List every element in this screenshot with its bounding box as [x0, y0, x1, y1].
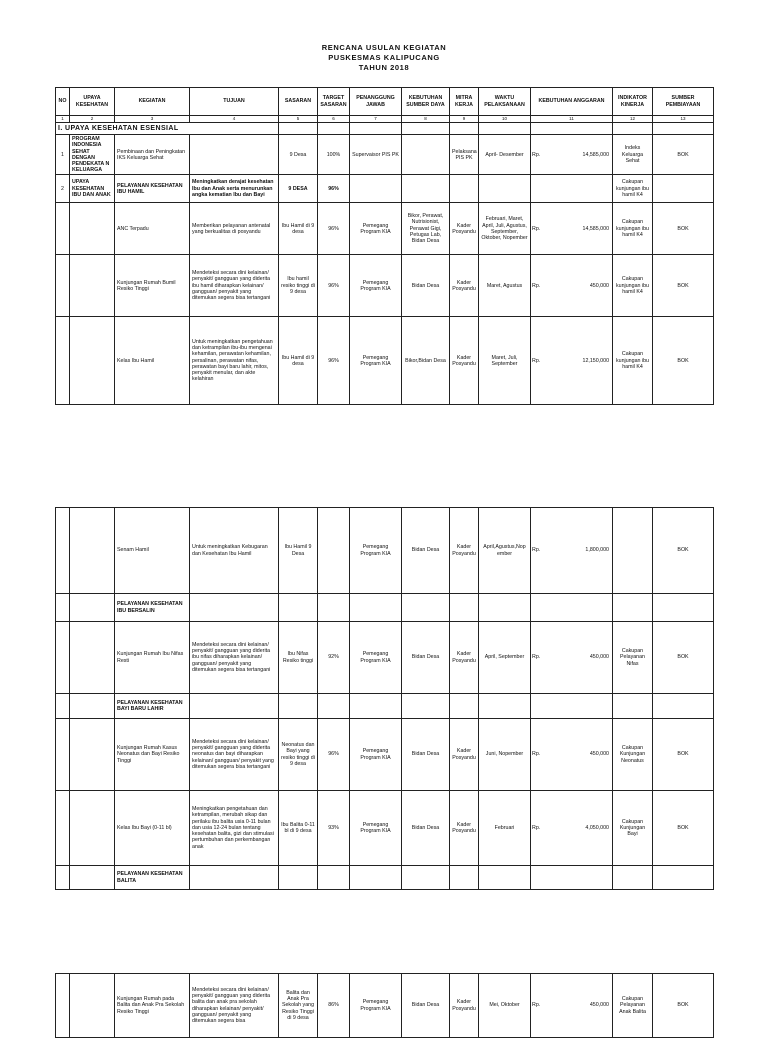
subheading-cell: PELAYANAN KESEHATAN IBU BERSALIN	[115, 594, 190, 622]
penanggung-jawab-cell: Pemegang Program KIA	[350, 255, 402, 317]
col-header: TUJUAN	[190, 88, 279, 116]
target-cell: 96%	[318, 175, 350, 203]
target-cell	[318, 508, 350, 594]
sumber-daya-cell: Bidan Desa	[402, 508, 450, 594]
sumber-biaya-cell	[653, 175, 714, 203]
upaya-cell	[70, 508, 115, 594]
mitra-cell: Kader Posyandu	[450, 203, 479, 255]
waktu-cell: Maret, Juli, September	[479, 317, 531, 405]
sumber-daya-cell: Bidan Desa	[402, 255, 450, 317]
target-cell: 96%	[318, 203, 350, 255]
target-cell: 96%	[318, 317, 350, 405]
table-cell	[450, 866, 479, 890]
table-cell	[543, 594, 613, 622]
table-cell	[613, 694, 653, 719]
column-number-row	[56, 116, 714, 123]
upaya-cell	[70, 974, 115, 1038]
table-row	[56, 203, 714, 255]
target-cell: 96%	[318, 719, 350, 791]
sumber-daya-cell: Bidan Desa	[402, 719, 450, 791]
anggaran-cell: 1,800,000	[543, 508, 613, 594]
no-cell	[56, 255, 70, 317]
table-cell	[613, 594, 653, 622]
penanggung-jawab-cell: Pemegang Program KIA	[350, 317, 402, 405]
mitra-cell: Pelaksana PIS PK	[450, 135, 479, 175]
currency-cell: Rp.	[531, 622, 543, 694]
anggaran-cell: 12,150,000	[543, 317, 613, 405]
sasaran-cell: Ibu Hamil 9 Desa	[279, 508, 318, 594]
no-cell	[56, 594, 70, 622]
table-cell	[190, 866, 279, 890]
no-cell	[56, 622, 70, 694]
doc-title-line1: RENCANA USULAN KEGIATAN	[321, 43, 447, 52]
sasaran-cell: Ibu hamil resiko tinggi di 9 desa	[279, 255, 318, 317]
table-cell	[350, 694, 402, 719]
upaya-cell	[70, 317, 115, 405]
kegiatan-cell: Kelas Ibu Hamil	[115, 317, 190, 405]
target-cell: 93%	[318, 791, 350, 866]
col-number: 6	[318, 116, 350, 123]
table-cell	[543, 866, 613, 890]
table-cell	[450, 694, 479, 719]
table-cell	[653, 866, 714, 890]
kegiatan-cell: Senam Hamil	[115, 508, 190, 594]
col-number: 8	[402, 116, 450, 123]
col-header: KEGIATAN	[115, 88, 190, 116]
col-number: 7	[350, 116, 402, 123]
plan-table-page3	[55, 973, 714, 1038]
table-cell	[318, 594, 350, 622]
no-cell: 2	[56, 175, 70, 203]
indikator-cell: Cakupan kunjungan ibu hamil K4	[613, 203, 653, 255]
col-header: TARGET SASARAN	[318, 88, 350, 116]
no-cell	[56, 317, 70, 405]
sasaran-cell: Ibu Hamil di 9 desa	[279, 317, 318, 405]
upaya-cell	[70, 622, 115, 694]
sumber-biaya-cell: BOK	[653, 135, 714, 175]
col-number: 3	[115, 116, 190, 123]
currency-cell: Rp.	[531, 974, 543, 1038]
tujuan-cell: Mendeteksi secara dini kelainan/ penyakit/ gangguan yang diderita neonatus dan bayi diharapkan kelainan/ gangguan/ penyakit yang ditemukan segera bisa tertangani	[190, 719, 279, 791]
indikator-cell: Cakupan kunjungan ibu hamil K4	[613, 175, 653, 203]
upaya-cell	[70, 255, 115, 317]
currency-cell: Rp.	[531, 255, 543, 317]
upaya-cell	[70, 694, 115, 719]
indikator-cell: Cakupan Pelayanan Anak Balita	[613, 974, 653, 1038]
target-cell: 100%	[318, 135, 350, 175]
section-title: I. UPAYA KESEHATAN ESENSIAL	[56, 123, 279, 135]
kegiatan-cell: Pembinaan dan Peningkatan IKS Keluarga Sehat	[115, 135, 190, 175]
mitra-cell: Kader Posyandu	[450, 974, 479, 1038]
table-cell	[450, 594, 479, 622]
currency-cell: Rp.	[531, 791, 543, 866]
kegiatan-cell: Kunjungan Rumah pada Balita dan Anak Pra Sekolah Resiko Tinggi	[115, 974, 190, 1038]
col-number: 13	[653, 116, 714, 123]
table-cell	[479, 694, 531, 719]
plan-table-page1	[55, 87, 714, 405]
table-row	[56, 508, 714, 594]
doc-title-line3: TAHUN 2018	[358, 63, 410, 72]
col-number: 9	[450, 116, 479, 123]
table-header-row	[56, 88, 714, 116]
sumber-daya-cell: Bikor,Bidan Desa	[402, 317, 450, 405]
table-cell	[531, 866, 543, 890]
sumber-daya-cell: Bikor, Perawat, Nutrisionist, Perawat Gigi, Petugas Lab, Bidan Desa	[402, 203, 450, 255]
penanggung-jawab-cell: Supervaisor PIS PK	[350, 135, 402, 175]
table-row	[56, 974, 714, 1038]
indikator-cell: Cakupan kunjungan ibu hamil K4	[613, 255, 653, 317]
sumber-biaya-cell: BOK	[653, 317, 714, 405]
table-row	[56, 175, 714, 203]
sumber-daya-cell: Bidan Desa	[402, 791, 450, 866]
kegiatan-cell: PELAYANAN KESEHATAN IBU HAMIL	[115, 175, 190, 203]
mitra-cell: Kader Posyandu	[450, 622, 479, 694]
tujuan-cell: Mendeteksi secara dini kelainan/ penyakit/ gangguan yang diderita balita dan anak pra sekolah diharapkan kelainan/ penyakit/ gangguan/ penyakit yang ditemukan segera bisa	[190, 974, 279, 1038]
table-row	[56, 317, 714, 405]
col-header: INDIKATOR KINERJA	[613, 88, 653, 116]
penanggung-jawab-cell: Pemegang Program KIA	[350, 791, 402, 866]
indikator-cell	[613, 508, 653, 594]
sumber-daya-cell: Bidan Desa	[402, 974, 450, 1038]
anggaran-cell: 4,050,000	[543, 791, 613, 866]
table-cell	[402, 866, 450, 890]
table-cell	[279, 866, 318, 890]
penanggung-jawab-cell: Pemegang Program KIA	[350, 622, 402, 694]
kegiatan-cell: Kunjungan Rumah Ibu Nifas Resti	[115, 622, 190, 694]
table-cell	[190, 694, 279, 719]
mitra-cell: Kader Posyandu	[450, 508, 479, 594]
table-cell	[653, 594, 714, 622]
no-cell	[56, 203, 70, 255]
col-number: 1	[56, 116, 70, 123]
mitra-cell: Kader Posyandu	[450, 317, 479, 405]
table-cell	[318, 694, 350, 719]
tujuan-cell: Mendeteksi secara dini kelainan/ penyakit/ gangguan yang diderita ibu nifas diharapkan kelainan/ gangguan/ penyakit yang ditemukan segera bisa tertangani	[190, 622, 279, 694]
col-header: SUMBER PEMBIAYAAN	[653, 88, 714, 116]
waktu-cell: Mei, Oktober	[479, 974, 531, 1038]
no-cell	[56, 866, 70, 890]
penanggung-jawab-cell	[350, 175, 402, 203]
tujuan-cell	[190, 135, 279, 175]
table-cell	[479, 866, 531, 890]
subheading-row	[56, 694, 714, 719]
table-row	[56, 255, 714, 317]
anggaran-cell: 14,585,000	[543, 135, 613, 175]
currency-cell: Rp.	[531, 203, 543, 255]
anggaran-cell: 14,585,000	[543, 203, 613, 255]
table-cell	[279, 694, 318, 719]
sasaran-cell: 9 DESA	[279, 175, 318, 203]
waktu-cell	[479, 175, 531, 203]
table-cell	[402, 594, 450, 622]
upaya-cell: PROGRAM INDONESIA SEHAT DENGAN PENDEKATA N KELUARGA	[70, 135, 115, 175]
waktu-cell: Februari, Maret, April, Juli, Agustus, September, Oktober, Nopember	[479, 203, 531, 255]
indikator-cell: Cakupan Kunjungan Neonatus	[613, 719, 653, 791]
sasaran-cell: Ibu Hamil di 9 desa	[279, 203, 318, 255]
waktu-cell: Juni, Nopember	[479, 719, 531, 791]
kegiatan-cell: Kunjungan Rumah Kasus Neonatus dan Bayi Resiko Tinggi	[115, 719, 190, 791]
upaya-cell	[70, 791, 115, 866]
no-cell: 1	[56, 135, 70, 175]
table-cell	[350, 866, 402, 890]
col-number: 4	[190, 116, 279, 123]
indikator-cell: Cakupan kunjungan ibu hamil K4	[613, 317, 653, 405]
col-number: 10	[479, 116, 531, 123]
col-header: WAKTU PELAKSANAAN	[479, 88, 531, 116]
tujuan-cell: Memberikan pelayanan antenatal yang berkualitas di posyandu	[190, 203, 279, 255]
col-header: NO	[56, 88, 70, 116]
no-cell	[56, 791, 70, 866]
subheading-row	[56, 866, 714, 890]
table-cell	[279, 594, 318, 622]
sumber-daya-cell	[402, 175, 450, 203]
waktu-cell: April- Desember	[479, 135, 531, 175]
waktu-cell: Maret, Agustus	[479, 255, 531, 317]
table-cell	[318, 866, 350, 890]
table-row	[56, 719, 714, 791]
kegiatan-cell: Kunjungan Rumah Bumil Resiko Tinggi	[115, 255, 190, 317]
plan-table-page2	[55, 507, 714, 890]
indikator-cell: Indeks Keluarga Sehat	[613, 135, 653, 175]
waktu-cell: April,Agustus,Nop ember	[479, 508, 531, 594]
target-cell: 92%	[318, 622, 350, 694]
no-cell	[56, 508, 70, 594]
tujuan-cell: Meningkatkan derajat kesehatan Ibu dan Anak serta menurunkan angka kematian Ibu dan Bayi	[190, 175, 279, 203]
table-cell	[531, 594, 543, 622]
anggaran-cell: 450,000	[543, 974, 613, 1038]
col-header: UPAYA KESEHATAN	[70, 88, 115, 116]
sasaran-cell: Neonatus dan Bayi yang resiko tinggi di 9 desa	[279, 719, 318, 791]
col-number: 12	[613, 116, 653, 123]
upaya-cell	[70, 203, 115, 255]
tujuan-cell: Meningkatkan pengetahuan dan ketrampilan, merubah sikap dan perilaku ibu balita usia 0-11 bulan dan usia 12-24 bulan tentang kesehatan balita, gizi dan stimulasi pertumbuhan dan perkembangan anak	[190, 791, 279, 866]
sumber-biaya-cell: BOK	[653, 255, 714, 317]
penanggung-jawab-cell: Pemegang Program KIA	[350, 719, 402, 791]
target-cell: 96%	[318, 255, 350, 317]
sumber-biaya-cell: BOK	[653, 508, 714, 594]
col-header: PENANGGUNG JAWAB	[350, 88, 402, 116]
doc-title-line2: PUSKESMAS KALIPUCANG	[328, 53, 440, 62]
subheading-row	[56, 594, 714, 622]
table-cell	[479, 594, 531, 622]
currency-cell: Rp.	[531, 317, 543, 405]
tujuan-cell: Mendeteksi secara dini kelainan/ penyakit/ gangguan yang diderita ibu hamil diharapkan kelainan/ gangguan/ penyakit yang ditemukan segera bisa tertangani	[190, 255, 279, 317]
sumber-biaya-cell: BOK	[653, 203, 714, 255]
penanggung-jawab-cell: Pemegang Program KIA	[350, 508, 402, 594]
table-cell	[543, 694, 613, 719]
table-row	[56, 135, 714, 175]
sumber-daya-cell	[402, 135, 450, 175]
indikator-cell: Cakupan Pelayanan Nifas	[613, 622, 653, 694]
no-cell	[56, 974, 70, 1038]
anggaran-cell: 450,000	[543, 622, 613, 694]
table-cell	[613, 866, 653, 890]
upaya-cell	[70, 866, 115, 890]
currency-cell: Rp.	[531, 135, 543, 175]
col-number: 2	[70, 116, 115, 123]
subheading-cell: PELAYANAN KESEHATAN BALITA	[115, 866, 190, 890]
col-header: MITRA KERJA	[450, 88, 479, 116]
mitra-cell: Kader Posyandu	[450, 791, 479, 866]
waktu-cell: Februari	[479, 791, 531, 866]
sumber-daya-cell: Bidan Desa	[402, 622, 450, 694]
subheading-cell: PELAYANAN KESEHATAN BAYI BARU LAHIR	[115, 694, 190, 719]
sumber-biaya-cell: BOK	[653, 791, 714, 866]
table-cell	[350, 594, 402, 622]
currency-cell: Rp.	[531, 508, 543, 594]
table-cell	[653, 694, 714, 719]
currency-cell: Rp.	[531, 719, 543, 791]
upaya-cell	[70, 719, 115, 791]
section-row	[56, 123, 714, 135]
no-cell	[56, 719, 70, 791]
table-cell	[402, 694, 450, 719]
waktu-cell: April, September	[479, 622, 531, 694]
upaya-cell	[70, 594, 115, 622]
tujuan-cell: Untuk meningkatkan pengetahuan dan ketrampilan ibu-ibu mengenai kehamilan, perawatan kehamilan, persalinan, perawatan nifas, perawatan bayi baru lahir, mitos, penyakit menular, dan akte kelahiran	[190, 317, 279, 405]
col-number: 5	[279, 116, 318, 123]
kegiatan-cell: Kelas Ibu Bayi (0-11 bl)	[115, 791, 190, 866]
sumber-biaya-cell: BOK	[653, 719, 714, 791]
anggaran-cell	[543, 175, 613, 203]
currency-cell	[531, 175, 543, 203]
col-number: 11	[531, 116, 613, 123]
col-header: KEBUTUHAN SUMBER DAYA	[402, 88, 450, 116]
anggaran-cell: 450,000	[543, 719, 613, 791]
target-cell: 86%	[318, 974, 350, 1038]
upaya-cell: UPAYA KESEHATAN IBU DAN ANAK	[70, 175, 115, 203]
mitra-cell	[450, 175, 479, 203]
sasaran-cell: Ibu Balita 0-11 bl di 9 desa	[279, 791, 318, 866]
sumber-biaya-cell: BOK	[653, 974, 714, 1038]
table-cell	[531, 694, 543, 719]
sasaran-cell: Balita dan Anak Pra Sekolah yang Resiko Tinggi di 9 desa	[279, 974, 318, 1038]
mitra-cell: Kader Posyandu	[450, 719, 479, 791]
sasaran-cell: 9 Desa	[279, 135, 318, 175]
kegiatan-cell: ANC Terpadu	[115, 203, 190, 255]
penanggung-jawab-cell: Pemegang Program KIA	[350, 203, 402, 255]
indikator-cell: Cakupan Kunjungan Bayi	[613, 791, 653, 866]
sumber-biaya-cell: BOK	[653, 622, 714, 694]
penanggung-jawab-cell: Pemegang Program KIA	[350, 974, 402, 1038]
no-cell	[56, 694, 70, 719]
sasaran-cell: Ibu Nifas Resiko tinggi	[279, 622, 318, 694]
anggaran-cell: 450,000	[543, 255, 613, 317]
col-header: SASARAN	[279, 88, 318, 116]
table-cell	[190, 594, 279, 622]
table-row	[56, 622, 714, 694]
table-row	[56, 791, 714, 866]
tujuan-cell: Untuk meningkatkan Kebugaran dan Kesehatan Ibu Hamil	[190, 508, 279, 594]
mitra-cell: Kader Posyandu	[450, 255, 479, 317]
col-header: KEBUTUHAN ANGGARAN	[531, 88, 613, 116]
